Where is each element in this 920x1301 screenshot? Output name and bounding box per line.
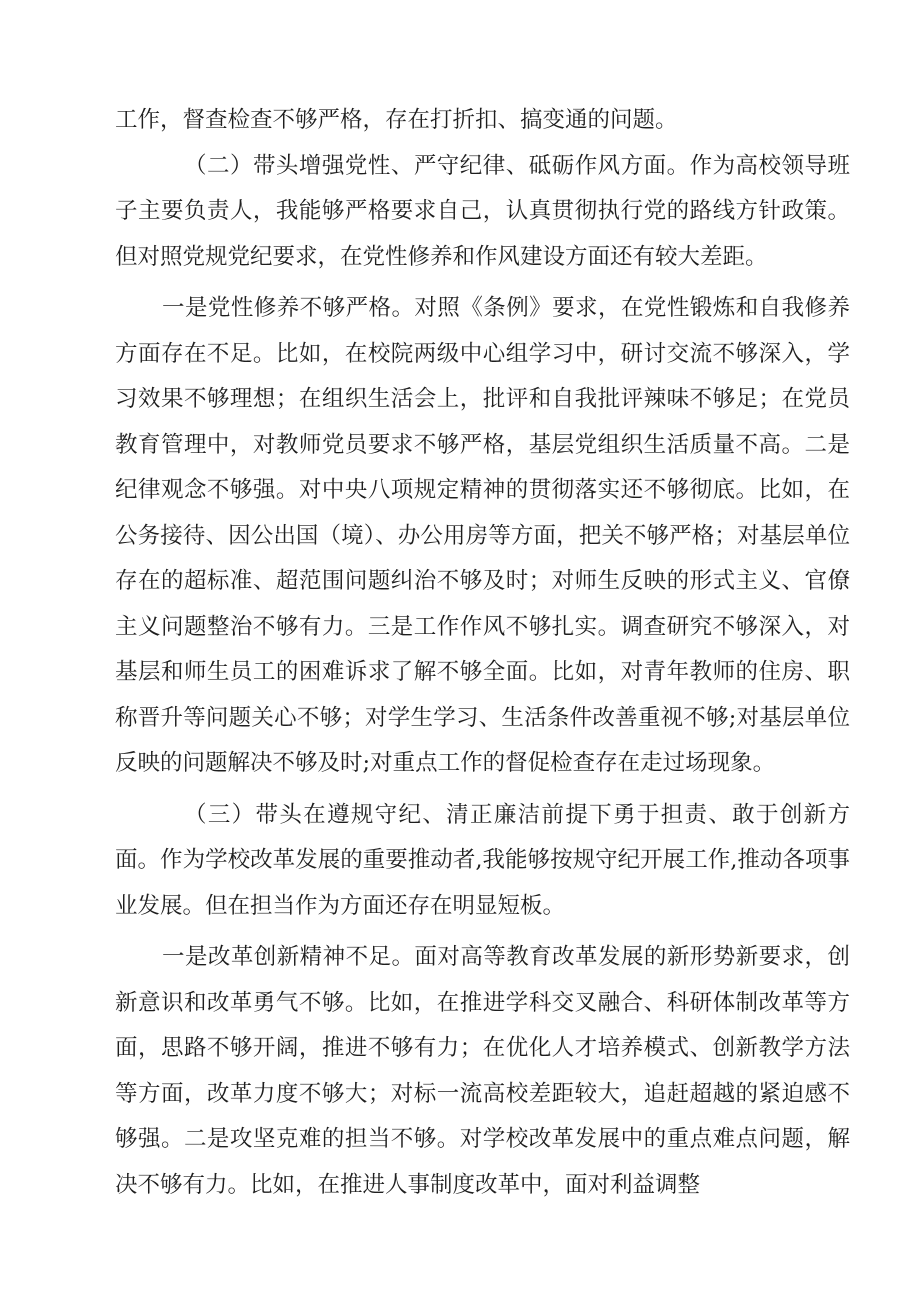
paragraph-section-3-heading: （三）带头在遵规守纪、清正廉洁前提下勇于担责、敢于创新方面。作为学校改革发展的重要推动者,我能够按规守纪开展工作,推动各项事业发展。但在担当作为方面还存在明显短板。 — [115, 801, 850, 919]
paragraph-continued: 工作，督查检查不够严格，存在打折扣、搞变通的问题。 — [115, 107, 678, 133]
paragraph-section-2-detail: 一是党性修养不够严格。对照《条例》要求，在党性锻炼和自我修养方面存在不足。比如，在校院两级中心组学习中，研讨交流不够深入，学习效果不够理想；在组织生活会上，批评和自我批评辣味不够足；在党员教育管理中，对教师党员要求不够严格，基层党组织生活质量不高。二是纪律观念不够强。对中央八项规定精神的贯彻落实还不够彻底。比如，在公务接待、因公出国（境）、办公用房等方面，把关不够严格；对基层单位存在的超标准、超范围问题纠治不够及时；对师生反映的形式主义、官僚主义问题整治不够有力。三是工作作风不够扎实。调查研究不够深入，对基层和师生员工的困难诉求了解不够全面。比如，对青年教师的住房、职称晋升等问题关心不够；对学生学习、生活条件改善重视不够;对基层单位反映的问题解决不够及时;对重点工作的督促检查存在走过场现象。 — [115, 295, 850, 776]
document-body — [115, 98, 850, 1208]
paragraph-section-2-heading: （二）带头增强党性、严守纪律、砥砺作风方面。作为高校领导班子主要负责人，我能够严格要求自己，认真贯彻执行党的路线方针政策。但对照党规党纪要求，在党性修养和作风建设方面还有较大差距。 — [115, 152, 850, 270]
paragraph-section-3-detail: 一是改革创新精神不足。面对高等教育改革发展的新形势新要求，创新意识和改革勇气不够。比如，在推进学科交叉融合、科研体制改革等方面，思路不够开阔，推进不够有力；在优化人才培养模式、创新教学方法等方面，改革力度不够大；对标一流高校差距较大，追赶超越的紧迫感不够强。二是攻坚克难的担当不够。对学校改革发展中的重点难点问题，解决不够有力。比如，在推进人事制度改革中，面对利益调整 — [115, 944, 850, 1198]
